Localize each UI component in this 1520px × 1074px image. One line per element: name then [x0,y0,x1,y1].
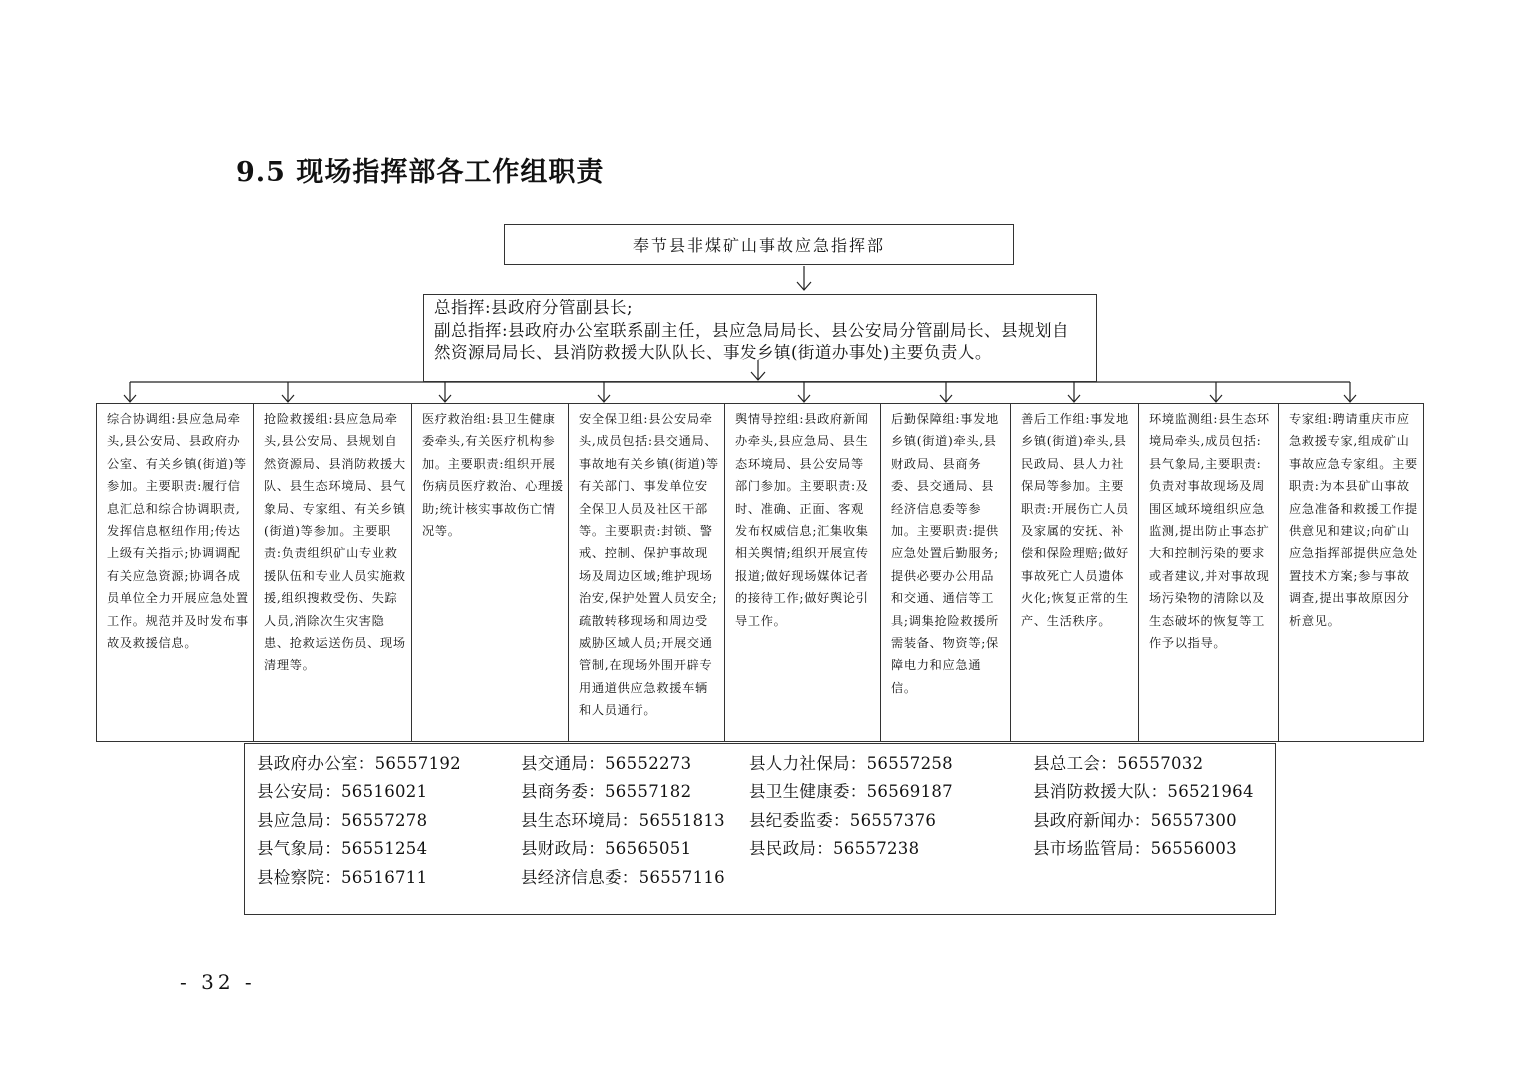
phone-entry: 县纪委监委：56557376 [749,811,937,830]
phone-entry: 县检察院：56516711 [257,868,428,887]
phone-directory [244,743,1276,915]
group-rescue: 抢险救援组:县应急局牵头,县公安局、县规划自然资源局、县消防救援大队、县生态环境局、县气象局、专家组、有关乡镇(街道)等参加。主要职责:负责组织矿山专业救援队伍和专业人员实施救援,组织搜救受伤、失踪人员,消除次生灾害隐患、抢救运送伤员、现场清理等。 [254,404,412,741]
group-environment-monitoring: 环境监测组:县生态环境局牵头,成员包括:县气象局,主要职责:负责对事故现场及周围区域环境组织应急监测,提出防止事态扩大和控制污染的要求或者建议,并对事故现场污染物的清除以及生态破坏的恢复等工作予以指导。 [1139,404,1279,741]
phone-entry: 县民政局：56557238 [749,839,920,858]
group-aftermath: 善后工作组:事发地乡镇(街道)牵头,县民政局、县人力社保局等参加。主要职责:开展伤亡人员及家属的安抚、补偿和保险理赔;做好事故死亡人员遗体火化;恢复正常的生产、生活秩序。 [1011,404,1139,741]
phone-entry: 县卫生健康委：56569187 [749,782,953,801]
phone-entry: 县政府新闻办：56557300 [1033,811,1237,830]
phone-entry: 县应急局：56557278 [257,811,428,830]
phone-entry: 县市场监管局：56556003 [1033,839,1237,858]
group-public-opinion: 舆情导控组:县政府新闻办牵头,县应急局、县生态环境局、县公安局等部门参加。主要职责:及时、准确、正面、客观发布权威信息;汇集收集相关舆情;组织开展宣传报道;做好现场媒体记者的接待工作;做好舆论引导工作。 [725,404,881,741]
phone-entry: 县消防救援大队：56521964 [1033,782,1254,801]
phone-entry: 县经济信息委：56557116 [521,868,725,887]
phone-entry: 县政府办公室：56557192 [257,754,461,773]
group-comprehensive-coordination: 综合协调组:县应急局牵头,县公安局、县政府办公室、有关乡镇(街道)等参加。主要职责:履行信息汇总和综合协调职责,发挥信息枢纽作用;传达上级有关指示;协调调配有关应急资源;协调各成员单位全力开展应急处置工作。规范并及时发布事故及救援信息。 [97,404,254,741]
headquarters-box: 奉节县非煤矿山事故应急指挥部 [504,224,1014,265]
phone-entry: 县人力社保局：56557258 [749,754,953,773]
phone-entry: 县气象局：56551254 [257,839,428,858]
page-title: 9.5 现场指挥部各工作组职责 [236,157,605,188]
phone-entry: 县生态环境局：56551813 [521,811,725,830]
leaders-box [423,294,1097,382]
group-logistics: 后勤保障组:事发地乡镇(街道)牵头,县财政局、县商务委、县交通局、县经济信息委等参加。主要职责:提供应急处置后勤服务;提供必要办公用品和交通、通信等工具;调集抢险救援所需装备、物资等;保障电力和应急通信。 [881,404,1011,741]
phone-entry: 县商务委：56557182 [521,782,692,801]
phone-entry: 县公安局：56516021 [257,782,428,801]
phone-entry: 县总工会：56557032 [1033,754,1204,773]
leaders-line-2: 副总指挥:县政府办公室联系副主任，县应急局局长、县公安局分管副局长、县规划自然资源局局长、县消防救援大队队长、事发乡镇(街道办事处)主要负责人。 [434,320,1070,362]
group-security: 安全保卫组:县公安局牵头,成员包括:县交通局、事故地有关乡镇(街道)等有关部门、事发单位安全保卫人员及社区干部等。主要职责:封锁、警戒、控制、保护事故现场及周边区域;维护现场治安,保护处置人员安全;疏散转移现场和周边受威胁区域人员;开展交通管制,在现场外围开辟专用通道供应急救援车辆和人员通行。 [569,404,725,741]
phone-entry: 县财政局：56565051 [521,839,692,858]
group-experts: 专家组:聘请重庆市应急救援专家,组成矿山事故应急专家组。主要职责:为本县矿山事故应急准备和救援工作提供意见和建议;向矿山应急指挥部提供应急处置技术方案;参与事故调查,提出事故原因分析意见。 [1289,412,1418,628]
phone-entry: 县交通局：56552273 [521,754,692,773]
work-groups-row [96,403,1424,742]
page-number: - 32 - [180,970,256,994]
group-medical: 医疗救治组:县卫生健康委牵头,有关医疗机构参加。主要职责:组织开展伤病员医疗救治、心理援助;统计核实事故伤亡情况等。 [412,404,569,741]
leaders-line-1: 总指挥:县政府分管副县长; [434,298,634,317]
